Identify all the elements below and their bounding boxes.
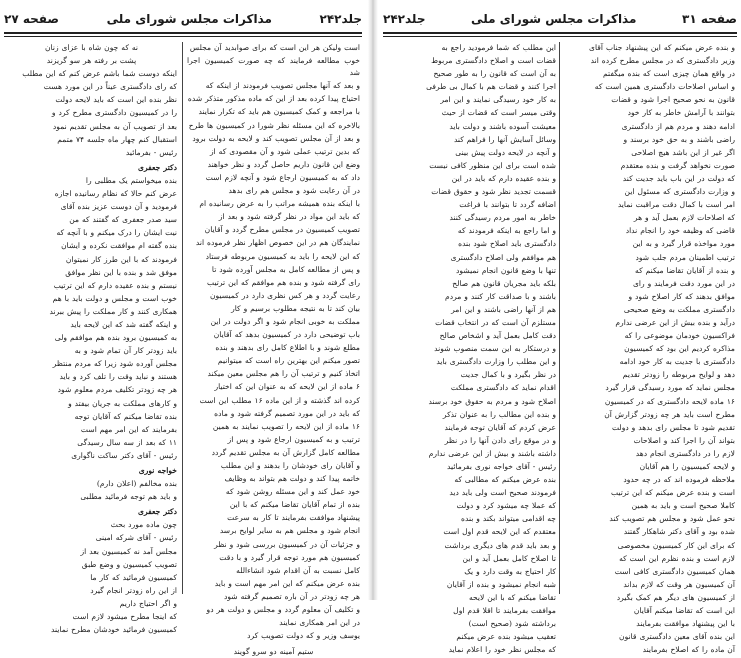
text-line: درآید و بنده بیش از این عرضی ندارم [615, 317, 735, 327]
text-line: از این راه زودتر انجام گیرد [90, 585, 177, 595]
text-line: همکاری کنند و کار مملکت را پیش ببرند [49, 306, 177, 316]
text-line: عرض کنم حالا که نظام رسانیده اجازه [54, 189, 177, 199]
text-line: هم موافقم ولی اصلاح دادگستری [450, 252, 556, 262]
text-line: که باید این مواد در نظر گرفته شود و بعد از [218, 212, 360, 222]
text-line: کرده اند گذشته و از این ماده ۱۶ مطلب این است [199, 395, 360, 405]
text-line: که مجلس نظر خود را اعلام نماید [448, 645, 556, 655]
text-line: مورد مواخذه قرار گیرد و به این [632, 239, 735, 249]
text-line: وسائل آسایش آنها را فراهم کند [453, 134, 556, 144]
text-line: انجام شود و مجلس هم به سایر لوایح برسد [219, 526, 360, 536]
text-line: که بدین ترتیب عملی شود و آن مقصودی که از [209, 146, 360, 156]
page-header [4, 8, 362, 30]
text-line: کمیسیون فرمائید خودشان مطرح نمایند [51, 625, 177, 635]
text-line: در آن رعایت شود و مجلس هم رای بدهد [228, 186, 360, 196]
text-line: اصلاح شود و مردم به حقوق خود برسند [428, 396, 556, 406]
text-line: امر است با کمال دقت مراقبت نماید [617, 200, 735, 210]
text-line: تصویب کمیسیون در مجلس مطرح گردد و آقایان [204, 225, 360, 235]
text-line: رئیس - بفرمائید [125, 147, 177, 157]
page-number: صفحه ۲۷ [4, 12, 59, 26]
right-column [187, 42, 360, 657]
text-line: فرمودید و آن دوست عزیز بنده آقای [60, 202, 177, 212]
text-line: کمیسیون فرمائید که کار ما [90, 572, 177, 582]
text-line: عرض کردم که آقایان توجه فرمایند [444, 422, 556, 432]
text-line: پیشنهاد موافقت بفرمایند تا کار به سرعت [227, 513, 360, 523]
text-line: در این مورد دقت فرمایند و رای [632, 278, 735, 288]
text-line: باید زودتر کار آن تمام شود و به [74, 346, 177, 356]
text-line: ۱۶ ماده از این لایحه را تصویب نمایند به همین [212, 421, 360, 431]
text-line: رعایت گردد و هر کس نظری دارد در کمیسیون [209, 290, 360, 300]
right-page [383, 8, 737, 655]
text-line: بنده تقاضا میکنم که آقایان توجه [74, 411, 177, 421]
text-line: و اینکه گفته شد که این لایحه باید [70, 319, 177, 329]
text-line: تصویب کمیسیون و وضع طبق [81, 559, 177, 569]
text-line: بیان کند تا به نتیجه مطلوب برسیم و کار [231, 303, 360, 313]
text-line: بالاخره که این مسئله نظر شورا در کمیسیون ها طرح [188, 120, 360, 130]
text-line: شده است برای این منظور کافی نیست [429, 160, 556, 170]
column-divider [559, 42, 560, 594]
text-line: بنده میخواستم یک مطلبی را [85, 175, 177, 185]
text-line: تقاضا میکنم که با این لایحه [468, 592, 556, 602]
text-line: که باید در این مورد تصمیم گرفته شود و ماده [214, 408, 360, 418]
text-line: کمیسیون هم مورد توجه قرار گیرد و با دقت [219, 552, 360, 562]
text-line: رئیس - آقای خواجه نوری بفرمائید [447, 462, 556, 471]
text-line: را در کمیسیون دادگستری مطرح کرد و [51, 108, 177, 118]
text-line: ادامه دهند و مردم هم از دادگستری [621, 121, 735, 131]
text-line: یوسف وزیر و که دولت تصویب کرد [247, 631, 360, 641]
text-line: آن ماده را که اصلاح بفرمایند [642, 645, 735, 655]
text-line: خوب است و مجلس و دولت باید با هم [52, 293, 177, 303]
text-line: اقدام نماید که دادگستری مملکت [450, 383, 556, 393]
text-line: این بنده آقای معین دادگستری قانون [619, 632, 735, 642]
header-rule-thin [383, 36, 737, 37]
text-line: ۱۶ ماده لایحه دادگستری که در کمیسیون [604, 396, 735, 406]
text-line: که اینجا مطرح میشود لازم است [72, 612, 177, 622]
text-line: و کارهای مملکت به جریان بیفتد و [68, 398, 177, 408]
text-line: ۱۱ که بعد از سه سال رسیدگی [77, 437, 177, 447]
text-line: و باید هم توجه فرمائید مطلبی [80, 492, 177, 502]
text-line: ۶ ماده از این لایحه که به عنوان این که اختیار [214, 382, 360, 392]
text-line: بنده مخالفم (اعلان دارم) [96, 479, 177, 489]
text-line: دهد و لوایح مربوطه را زودتر تقدیم [622, 370, 735, 380]
text-line: فرمودند که با این طرز کار نمیتوان [65, 254, 177, 264]
left-page [4, 8, 362, 657]
text-line: ترتیب و به کمیسیون ارجاع شود و پس از [227, 434, 360, 444]
text-line: شبه انجام نمیشود و بنده از آقایان [446, 579, 556, 589]
text-line: موافق بدهند که کار اصلاح شود و [628, 291, 735, 301]
left-column [6, 42, 177, 635]
text-line: استقبال کنم چهار ماه جلسه ۷۴ متمم [57, 134, 177, 144]
page-header [383, 8, 737, 30]
text-line: نظر بنده این است که باید لایحه دولت [55, 95, 177, 105]
text-line: و پس از مطالعه کامل به مجلس آورده شود تا [211, 264, 360, 274]
text-line: به کار خود رسیدگی نمایند و این امر [440, 95, 556, 105]
volume-label: جلد۲۴۲ [319, 12, 362, 26]
text-line: قضات است و اصلاح دادگستری مربوط [431, 56, 556, 66]
text-line: دقت کامل بعمل آید و اشخاص صالح [439, 331, 556, 341]
text-line: تنها با وضع قانون انجام نمیشود [456, 265, 556, 275]
text-line: و بنده عقیده دارم که باید در این [451, 173, 556, 183]
text-line: هستند و نباید وقت را تلف کرد و باید [59, 372, 177, 382]
text-line: که دولت در این باب باید جدیت کند [622, 173, 735, 183]
text-line: مطلع شوند و با اطلاع کامل رای بدهند و بنده [215, 343, 360, 353]
text-line: مجلس آمد نه کمیسیون بعد از [80, 546, 177, 556]
text-line: نحو عمل شود و مجلس هم تصویب کند [609, 514, 735, 524]
text-line: اگر غیر از این باشد هیچ اصلاحی [631, 147, 735, 157]
text-line: خود عمل کند و این مسئله روشن شود که [225, 487, 360, 497]
text-line: قسمت تجدید نظر شود و حقوق قضات [431, 187, 556, 197]
text-line: رئیس - آقای شرکه امینی [95, 533, 177, 543]
book-gutter [368, 0, 378, 600]
text-line: کار احتیاج به وقت دارد و یک [464, 566, 556, 576]
text-line: که اصلاحات لازم بعمل آید و هر [633, 213, 735, 223]
text-line: چون ماده مورد بحث [110, 520, 177, 530]
text-line: این مطلب که شما فرمودید راجع به [441, 43, 556, 52]
text-columns [383, 42, 737, 655]
text-line: و بنده این مطالب را به عنوان تذکر [442, 409, 556, 419]
text-line: سید صدر جعفری که گفتند که من [69, 215, 177, 225]
text-line: مطرح است باید هر چه زودتر گزارش آن [604, 409, 735, 419]
text-line: هر چه زودتر تکلیف مردم معلوم شود [57, 385, 177, 395]
text-line: بفرمایند که این امر مهم است [80, 424, 177, 434]
volume-label: جلد۲۴۲ [383, 12, 426, 26]
text-line: مطالعه کامل گزارش آن به مجلس تقدیم گردد [211, 447, 360, 457]
header-rule [383, 32, 737, 34]
text-line: که رای دادگستری عیناً در این مورد هست [43, 82, 177, 92]
text-line: خاتمه پیدا کند و دولت هم بتواند به وظایف [224, 474, 360, 484]
text-line: است و بنده عرض میکنم که این ترتیب [610, 488, 735, 498]
text-line: هر چه زودتر در آن باره تصمیم گرفته شود [224, 591, 360, 601]
text-line: و آنچه در لایحه دولت پیش بینی [455, 147, 556, 157]
header-rule [4, 32, 362, 34]
text-line: تا اصلاح کامل بعمل آید و این [462, 553, 556, 563]
text-line: قاضی که وظیفه خود را انجام نداد [625, 226, 735, 236]
text-line: نیستم و بنده عقیده دارم که این ترتیب [53, 280, 177, 290]
text-line: که برای این کار کمیسیون مخصوصی [617, 540, 735, 550]
text-line: فراکسیون خودمان موضوعی را که [624, 331, 735, 341]
text-line: برداشته شود (صحیح است) [468, 619, 556, 629]
text-line: لازم را در دادگستری انجام دهد [635, 448, 735, 458]
speaker-name: دکتر جعفری [138, 162, 177, 172]
text-line: با این پیشنهاد موافقت بفرمایند [636, 619, 735, 629]
text-line: اضافه گردد تا بتوانند با فراغت [459, 200, 556, 210]
text-line: هم از آنها راضی باشند و این امر [451, 304, 556, 314]
text-line: مجلس نماید که مورد رسیدگی قرار گیرد [605, 383, 735, 393]
text-line: و جزئیات آن در کمیسیون بررسی شود و نظر [214, 539, 360, 549]
text-line: اتخاذ کنیم و ترتیب آن را هم مجلس معین میکند [207, 369, 360, 379]
text-line: و درستکار به این سمت منصوب شوند [434, 344, 556, 354]
text-line: در این امر همکاری نمایند [279, 618, 360, 628]
text-line: قانون به نحو صحیح اجرا شود و قضات [611, 95, 735, 105]
column-divider [182, 42, 183, 594]
text-line: که عملا چه میشود کرد و دولت [456, 501, 556, 511]
text-line: این است که تقاضا میکنم آقایان [633, 606, 735, 616]
text-line: همان کمیسیون دادگستری کافی است [614, 566, 735, 576]
text-line: وزیر دادگستری که در مجلس مطرح کرده اند [590, 56, 735, 66]
text-line: چه اقدامی میتواند بکند و بنده [461, 514, 556, 524]
text-line: ملاحظه فرموده اند که در چه حدود [623, 475, 735, 485]
text-line: و بنده عرض میکنم که این پیشنهاد جناب آقای [589, 43, 735, 52]
text-line: ترتیب اطمینان مردم جلب شود [635, 252, 735, 262]
text-line: کاملا صحیح است و باید به همین [631, 501, 735, 511]
text-line: تعقیب میشود بنده عرض میکنم [456, 632, 556, 642]
text-line: مستلزم آن است که در انتخاب قضات [435, 317, 556, 327]
text-line: احتیاج پیدا کرده بعد از این که ماده مذکور متذکر شده [187, 94, 360, 104]
text-line: موفق شد و بنده با این نظر موافق [65, 267, 177, 277]
text-line: رئیس - آقای دکتر ساکت ناگواری [71, 450, 177, 460]
text-line: که این لایحه را باید به کمیسیون مربوطه فرستاد [205, 251, 360, 261]
text-line: با مراجعه و کمک کمیسیون هم باید که تکرار نمایند [198, 107, 360, 117]
text-line: وضع این قانون داریم حاصل گردد و نظر خواهند [207, 159, 360, 169]
text-line: رای گرفته شود و بنده هم موافقم که این ترتیب [207, 277, 360, 287]
text-line: بنده عرض میکنم که این امر مهم است و باید [214, 578, 360, 588]
text-line: و بعد از آن مجلس تصویب کند و لایحه به دولت برود [192, 133, 360, 143]
text-line: و آقایان رای خودشان را بدهند و این مطلب [220, 461, 360, 470]
text-line: بلکه باید مجریان قانون هم صالح [452, 278, 556, 288]
text-line: اینکه دوست شما باشم عرض کنم که این مطلب [22, 69, 177, 79]
text-line: است ولیکن هر این است که برای صوابدید آن مجلس [189, 43, 360, 52]
text-line: داد که به کمیسیون ارجاع شود و آنچه لازم است [205, 172, 360, 182]
speaker-name: دکتر جعفری [138, 507, 177, 517]
text-line: دادگستری باید اصلاح شود بنده [458, 239, 556, 249]
text-line: لازم است و بنده نظرم این است که [619, 553, 735, 563]
text-line: و وزارت دادگستری که مسئول این [624, 187, 735, 197]
text-line: تقدیم شود تا مجلس رای بدهد و دولت [611, 422, 735, 432]
text-line: باب توضیحی دارد در کمیسیون بدهد که آقایان [213, 330, 360, 340]
signature-line: ستیم آمینه دو سرو گویند [233, 647, 314, 657]
text-line: در نظر بگیرد و با کمال جدیت [460, 370, 556, 380]
text-line: نیت ایشان را درک میکنم و با آنچه که [56, 228, 177, 238]
text-line: دادگستری با جدیت به کار خود ادامه [619, 357, 735, 367]
running-title: مذاکرات مجلس شورای ملی [471, 12, 637, 26]
text-line: آن کمیسیون هر وقت که لازم بداند [623, 579, 735, 589]
text-line: بتواند آن را اجرا کند و اصلاحات [633, 435, 735, 445]
text-line: و اگر احتیاج داریم [119, 598, 177, 608]
text-line: معیشت آسوده باشند و دولت باید [449, 121, 556, 131]
text-line: و بعد که آنها مجلس تصویب فرمودند از اینکه که [205, 81, 360, 91]
page-number: صفحه ۳۱ [682, 12, 737, 26]
speaker-name: خواجه نوری [138, 466, 177, 475]
text-line: و در موقع رای دادن آنها را در نظر [444, 435, 556, 445]
text-line: بعد از تصویب آن به مجلس تقدیم نمود [52, 121, 177, 131]
text-line: و بنده از آقایان تقاضا میکنم که [635, 265, 735, 275]
left-column [385, 42, 556, 655]
text-line: اجرا کنند و قضات هم با کمال بی طرفی [426, 82, 556, 92]
header-rule-thin [4, 36, 362, 37]
text-columns [4, 42, 362, 657]
text-line: مملکت به خوبی انجام شود و اگر دولت در این [210, 316, 360, 326]
text-line: خاطر به امور مردم رسیدگی کنند [449, 213, 556, 223]
text-line: کامل نسبت به آن اقدام شود انشاءالله [236, 565, 360, 575]
text-line: و بعد باید قدم های دیگری برداشت [444, 540, 556, 550]
text-line: شده بود و آقای دکتر شاهکار گفتند [623, 527, 735, 537]
text-line: مجلس آورده شود زیرا که مردم منتظر [52, 359, 177, 369]
text-line: از کمیسیون های دیگر هم کمک بگیرد [616, 592, 735, 602]
text-line: بنده گفته ام موافقت نکرده و ایشان [61, 241, 177, 251]
text-line: و تکلیف آن معلوم گردد و مجلس و دولت هر دو [206, 605, 360, 615]
text-line: داشته باشند و بیش از این عرضی ندارم [428, 448, 556, 458]
text-line: راضی باشند و به حق خود برسند و [623, 134, 735, 144]
text-line: دادگستری مملکت به وضع صحیحی [623, 304, 735, 314]
right-column [564, 42, 735, 655]
text-line: به آن است که قانون را به طور صحیح [433, 69, 556, 79]
text-line: موافقت بفرمایند تا اقلا قدم اول [453, 606, 556, 616]
text-line: مذاکره کردیم این بود که کمیسیون [624, 344, 735, 354]
text-line: با اینکه بنده همیشه مراتب را به عرض رسانیده ام [199, 199, 360, 209]
text-line: صورت نخواهد گرفت و بنده معتقدم [620, 160, 735, 170]
running-title: مذاکرات مجلس شورای ملی [106, 12, 272, 26]
text-line: نمایندگان هم در این خصوص اظهار نظر فرموده اند [195, 238, 360, 248]
text-line: بنده از تمام آقایان تقاضا میکنم که با این [229, 500, 360, 510]
text-line: و این مطلب را وزارت دادگستری باید [436, 357, 556, 367]
verse-line: پشت بر رفته هر سو گریزند [46, 56, 137, 66]
text-line: و اما راجع به اینکه فرمودند که [457, 226, 556, 236]
text-line: وقتی میسر است که قضات از حیث [441, 108, 556, 118]
text-line: به کمیسیون برود بنده هم موافقم ولی [54, 333, 177, 343]
text-line: در واقع همان چیزی است که بنده میگفتم [602, 69, 735, 79]
text-line: خوب مطالعه فرمایند که چه صورت کمیسیون اجرا شد [187, 56, 360, 78]
text-line: بتوانند با آرامش خاطر به کار خود [627, 108, 735, 118]
verse-line: نه که چون شاه با عزای زنان [44, 43, 139, 52]
text-line: بنده عرض میکنم که مطالبی که [454, 475, 556, 485]
text-line: باشند و با صداقت کار کنند و مردم [445, 291, 556, 301]
text-line: و اساس اصلاحات دادگستری همین است که [594, 82, 735, 92]
text-line: معتقدم که این لایحه قدم اول است [443, 527, 556, 537]
text-line: فرمودند صحیح است ولی باید دید [449, 488, 556, 498]
text-line: و لایحه کمیسیون را هم آقایان [639, 462, 735, 471]
text-line: تصور میکنم این بهترین راه است که میتوانیم [217, 356, 360, 366]
